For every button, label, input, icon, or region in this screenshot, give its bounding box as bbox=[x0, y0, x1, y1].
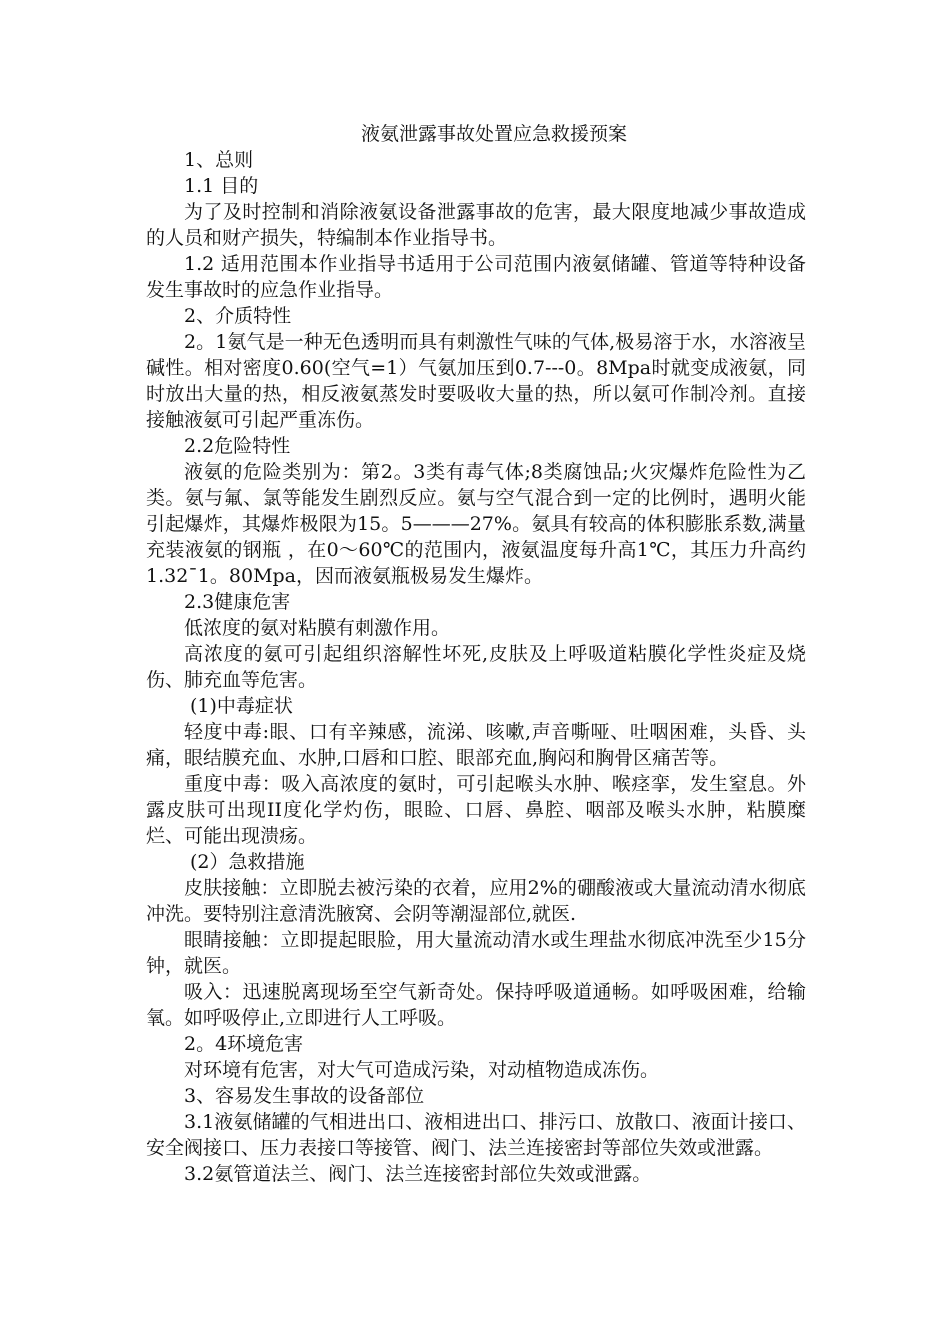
paragraph-tank-parts: 3.1液氨储罐的气相进出口、液相进出口、排污口、放散口、液面计接口、安全阀接口、压力表接口等接管、阀门、法兰连接密封等部位失效或泄露。 bbox=[146, 1111, 806, 1159]
document-title: 液氨泄露事故处置应急救援预案 bbox=[360, 123, 627, 145]
paragraph-severe-poisoning: 重度中毒：吸入高浓度的氨时，可引起喉头水肿、喉痉挛，发生窒息。外露皮肤可出现II度化学灼伤，眼睑、口唇、鼻腔、咽部及喉头水肿，粘膜糜烂、可能出现溃疡。 bbox=[146, 773, 806, 847]
heading-medium-properties: 2、介质特性 bbox=[184, 305, 292, 327]
paragraph-inhalation: 吸入：迅速脱离现场至空气新奇处。保持呼吸道通畅。如呼吸困难，给输氧。如呼吸停止,立即进行人工呼吸。 bbox=[146, 981, 806, 1029]
paragraph-environmental-hazard: 对环境有危害，对大气可造成污染，对动植物造成冻伤。 bbox=[184, 1059, 660, 1081]
heading-purpose: 1.1 目的 bbox=[184, 175, 259, 197]
heading-equipment-parts: 3、容易发生事故的设备部位 bbox=[184, 1085, 425, 1107]
paragraph-hazard-properties: 液氨的危险类别为：第2。3类有毒气体;8类腐蚀品;火灾爆炸危险性为乙类。氨与氟、氯等能发生剧烈反应。氨与空气混合到一定的比例时，遇明火能引起爆炸，其爆炸极限为15。5———27%。氨具有较高的体积膨胀系数,满量充装液氨的钢瓶 ，在0～60℃的范围内，液氨温度每升高1℃，其压力升高约1.32¯1。80Mpa，因而液氨瓶极易发生爆炸。 bbox=[146, 461, 806, 587]
paragraph-high-concentration: 高浓度的氨可引起组织溶解性坏死,皮肤及上呼吸道粘膜化学性炎症及烧伤、肺充血等危害。 bbox=[146, 643, 806, 691]
paragraph-purpose: 为了及时控制和消除液氨设备泄露事故的危害，最大限度地减少事故造成的人员和财产损失，特编制本作业指导书。 bbox=[146, 201, 806, 249]
heading-hazard-properties: 2.2危险特性 bbox=[184, 435, 291, 457]
paragraph-scope: 1.2 适用范围本作业指导书适用于公司范围内液氨储罐、管道等特种设备发生事故时的应急作业指导。 bbox=[146, 253, 806, 301]
heading-general: 1、总则 bbox=[184, 149, 254, 171]
document-body bbox=[146, 121, 806, 1187]
heading-health-hazard: 2.3健康危害 bbox=[184, 591, 291, 613]
paragraph-pipeline-parts: 3.2氨管道法兰、阀门、法兰连接密封部位失效或泄露。 bbox=[184, 1163, 652, 1185]
heading-poisoning-symptoms: (1)中毒症状 bbox=[190, 695, 293, 717]
paragraph-low-concentration: 低浓度的氨对粘膜有刺激作用。 bbox=[184, 617, 451, 639]
paragraph-eye-contact: 眼睛接触：立即提起眼脸，用大量流动清水或生理盐水彻底冲洗至少15分钟，就医。 bbox=[146, 929, 806, 977]
paragraph-ammonia-properties: 2。1氨气是一种无色透明而具有刺激性气味的气体,极易溶于水，水溶液呈碱性。相对密度0.60(空气=1）气氨加压到0.7---0。8Mpa时就变成液氨，同时放出大量的热，相反液氨蒸发时要吸收大量的热，所以氨可作制冷剂。直接接触液氨可引起严重冻伤。 bbox=[146, 331, 806, 431]
heading-first-aid: (2）急救措施 bbox=[190, 851, 305, 873]
paragraph-mild-poisoning: 轻度中毒:眼、口有辛辣感，流涕、咳嗽,声音嘶哑、吐咽困难，头昏、头痛，眼结膜充血、水肿,口唇和口腔、眼部充血,胸闷和胸骨区痛苦等。 bbox=[146, 721, 806, 769]
heading-environmental-hazard: 2。4环境危害 bbox=[184, 1033, 304, 1055]
paragraph-skin-contact: 皮肤接触：立即脱去被污染的衣着，应用2%的硼酸液或大量流动清水彻底冲洗。要特别注意清洗腋窝、会阴等潮湿部位,就医. bbox=[146, 877, 806, 925]
